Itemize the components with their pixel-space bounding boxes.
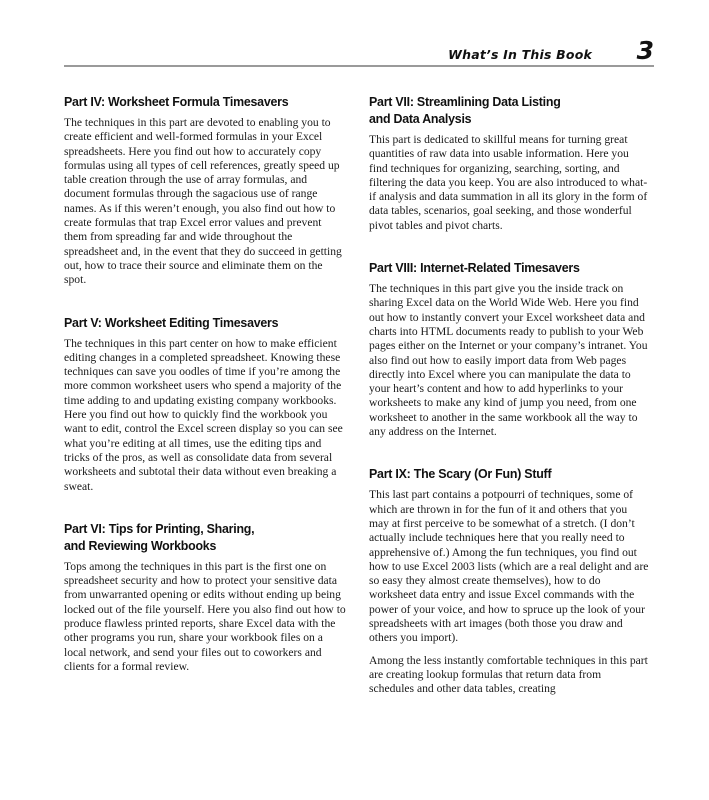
section-paragraph: Among the less instantly comfortable techniques in this part are creating lookup formulas that return data from schedules and other data tables, creating xyxy=(369,653,648,696)
section-paragraph: The techniques in this part give you the inside track on sharing Excel data on the World Wide Web. Here you find out how to instantly convert your Excel worksheet data and charts into HTML documents ready to publish to your Web pages either on the Internet or your company’s intranet. You also find out how to easily import data from Web pages directly into Excel where you can manipulate the data to your heart’s content and how to add hyperlinks to your worksheets to make any kind of jump you need, from one worksheet to another in the same workbook all the way to any address on the Internet. xyxy=(369,282,648,439)
section-paragraph: Tops among the techniques in this part is the first one on spreadsheet security and how to protect your sensitive data from unwarranted opening or edits without ending up being locked out of the file yourself. Here you also find out how to produce flawless printed reports, share Excel data with the other programs you run, share your workbook files on a local network, and send your files out to coworkers and clients for a formal review. xyxy=(64,559,346,673)
running-title: What’s In This Book xyxy=(448,47,592,62)
section-title-line-2: and Reviewing Workbooks xyxy=(64,537,217,553)
section-title: Part V: Worksheet Editing Timesavers xyxy=(64,314,279,330)
page-number: 3 xyxy=(636,36,654,65)
section-title: Part IX: The Scary (Or Fun) Stuff xyxy=(369,466,552,482)
section-part-iv xyxy=(64,93,346,288)
section-paragraph: This last part contains a potpourri of techniques, some of which are thrown in for the fun of it and others that you may at first perceive to be somewhat of a stretch. (I don’t actually include techniques here that you really need to apprehensive of.) Among the fun techniques, you find out how to use Excel 2003 lists (which are a real delight and are so easy they almost create themselves), how to do worksheet data entry and issue Excel commands with the power of your voice, and how to spruce up the look of your spreadsheets with art images (both those you draw and others you import). xyxy=(369,488,649,645)
section-part-vii xyxy=(369,93,649,233)
left-column xyxy=(64,93,346,700)
right-column xyxy=(369,93,649,723)
section-part-vi xyxy=(64,520,346,674)
header-rule xyxy=(64,65,654,67)
section-paragraph: The techniques in this part center on how to make efficient editing changes in a completed spreadsheet. Knowing these techniques can save you oodles of time if you’re among the more common worksheet users who spend a majority of the time adding to and updating existing company workbooks. Here you find out how to quickly find the workbook you want to edit, control the Excel screen display so you can see what you’re editing at all times, use the editing tips and tricks of the pros, as well as consolidate data from several worksheets and subtotal their data without even breaking a sweat. xyxy=(64,336,343,493)
section-title-line-1: Part VI: Tips for Printing, Sharing, xyxy=(64,520,255,536)
section-title-line-2: and Data Analysis xyxy=(369,111,472,126)
section-title-line-1: Part VII: Streamlining Data Listing xyxy=(369,94,561,109)
section-part-v xyxy=(64,314,346,494)
section-title xyxy=(369,93,632,127)
section-part-ix xyxy=(369,465,649,696)
section-part-viii xyxy=(369,259,649,439)
section-paragraph: The techniques in this part are devoted to enabling you to create efficient and well-formed formulas in your Excel spreadsheets. Here you find out how to accurately copy formulas using all types of cell references, greatly speed up table creation through the use of array formulas, and document formulas through the sagacious use of range names. As if this weren’t enough, you also find out how to create formulas that trap Excel error values and prevent them from spreading far and wide throughout the spreadsheet and, in the event that they do succeed in getting out, how to trace their source and eliminate them on the spot. xyxy=(64,116,342,287)
section-paragraph: This part is dedicated to skillful means for turning great quantities of raw data into usable information. Here you find techniques for organizing, searching, sorting, and filtering the data you keep. You are also introduced to what-if analysis and data summation in all its glory in the form of data tables, scenarios, goal seeking, and those wonderful pivot tables and pivot charts. xyxy=(369,133,648,232)
section-title: Part VIII: Internet-Related Timesavers xyxy=(369,260,580,276)
section-title: Part IV: Worksheet Formula Timesavers xyxy=(64,94,289,109)
running-header xyxy=(64,36,654,70)
section-title xyxy=(64,520,329,554)
